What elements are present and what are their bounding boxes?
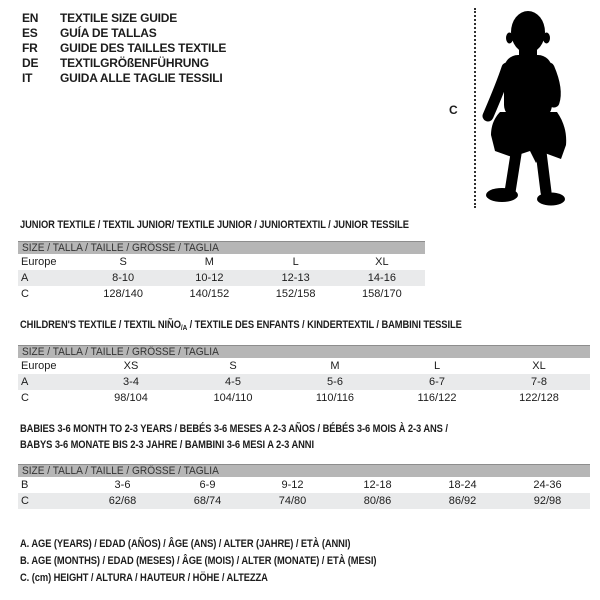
value-cell: 116/122 [417, 392, 457, 404]
language-code: ES [22, 25, 38, 40]
toddler-silhouette-image [478, 6, 594, 210]
row-label: C [21, 495, 29, 507]
value-cell: 7-8 [531, 376, 547, 388]
size-cell: XS [123, 360, 139, 372]
size-header-bar [18, 464, 590, 477]
footnote-b: B. AGE (MONTHS) / EDAD (MESES) / ÂGE (MOIS) / ALTER (MONATE) / ETÀ (MESI) [20, 555, 377, 567]
value-cell: 152/158 [275, 288, 316, 300]
babies-title-line2: BABYS 3-6 MONATE BIS 2-3 JAHRE / BAMBINI 3-6 MESI A 2-3 ANNI [20, 439, 314, 451]
height-dotted-line [474, 8, 476, 208]
language-title: TEXTILGRÖßENFÜHRUNG [60, 55, 209, 70]
size-header-label: SIZE / TALLA / TAILLE / GRÖSSE / TAGLIA [22, 242, 219, 254]
children-title-pre: CHILDREN'S TEXTILE / TEXTIL NIÑO [20, 319, 181, 331]
language-row [22, 55, 226, 70]
value-cell: 12-13 [281, 272, 310, 284]
value-cell: 5-6 [327, 376, 343, 388]
size-cell: XL [375, 256, 389, 268]
legend-footnotes [20, 536, 439, 587]
row-label: C [21, 392, 29, 404]
value-cell: 6-9 [199, 479, 216, 491]
language-code: FR [22, 40, 38, 55]
children-title-subscript: /A [180, 323, 188, 332]
table-row-height [18, 390, 590, 406]
language-title: GUIDE DES TAILLES TEXTILE [60, 40, 227, 55]
value-cell: 3-4 [123, 376, 139, 388]
row-label: B [21, 479, 29, 491]
table-row-age [18, 270, 425, 286]
table-row-age [18, 374, 590, 390]
value-cell: 12-18 [363, 479, 392, 491]
row-label: Europe [21, 256, 57, 268]
children-section-title [20, 317, 462, 336]
value-cell: 110/116 [315, 392, 355, 404]
language-row [22, 40, 226, 55]
value-cell: 68/74 [193, 495, 222, 507]
language-title: TEXTILE SIZE GUIDE [60, 10, 178, 25]
value-cell: 3-6 [114, 479, 131, 491]
value-cell: 140/152 [189, 288, 230, 300]
row-label: A [21, 272, 29, 284]
children-title-post: / TEXTILE DES ENFANTS / KINDERTEXTIL / BAMBINI TESSILE [187, 319, 462, 331]
children-size-table [18, 345, 590, 406]
value-cell: 8-10 [112, 272, 135, 284]
size-cell: L [433, 360, 441, 372]
value-cell: 9-12 [281, 479, 304, 491]
value-cell: 74/80 [278, 495, 307, 507]
size-cell: M [204, 256, 214, 268]
language-title: GUÍA DE TALLAS [60, 25, 157, 40]
value-cell: 18-24 [448, 479, 477, 491]
value-cell: 6-7 [429, 376, 445, 388]
table-row-europe [18, 358, 590, 374]
size-cell: S [119, 256, 127, 268]
table-row-age-months [18, 477, 590, 493]
value-cell: 10-12 [195, 272, 224, 284]
language-row [22, 25, 226, 40]
babies-title-line1: BABIES 3-6 MONTH TO 2-3 YEARS / BEBÉS 3-6 MESES A 2-3 AÑOS / BÉBÉS 3-6 MOIS À 2-3 ANS / [20, 423, 448, 435]
height-measure-label: C [449, 103, 458, 117]
language-row [22, 70, 226, 85]
babies-size-table [18, 464, 590, 509]
size-cell: L [292, 256, 299, 268]
size-header-bar [18, 345, 590, 358]
value-cell: 122/128 [519, 392, 559, 404]
junior-section-title: JUNIOR TEXTILE / TEXTIL JUNIOR/ TEXTILE JUNIOR / JUNIORTEXTIL / JUNIOR TESSILE [20, 219, 409, 231]
value-cell: 4-5 [225, 376, 241, 388]
junior-size-table [18, 241, 425, 302]
language-code: IT [22, 70, 33, 85]
size-cell: M [330, 360, 340, 372]
value-cell: 14-16 [367, 272, 396, 284]
size-cell: XL [532, 360, 546, 372]
value-cell: 80/86 [363, 495, 392, 507]
babies-section-title [20, 421, 448, 453]
language-row [22, 10, 226, 25]
language-code: DE [22, 55, 39, 70]
table-row-europe [18, 254, 425, 270]
footnote-a: A. AGE (YEARS) / EDAD (AÑOS) / ÂGE (ANS) / ALTER (JAHRE) / ETÀ (ANNI) [20, 538, 351, 550]
size-header-label: SIZE / TALLA / TAILLE / GRÖSSE / TAGLIA [22, 346, 219, 358]
size-cell: S [229, 360, 237, 372]
table-row-height [18, 493, 590, 509]
value-cell: 98/104 [114, 392, 148, 404]
value-cell: 128/140 [103, 288, 143, 300]
row-label: A [21, 376, 29, 388]
value-cell: 62/68 [108, 495, 137, 507]
row-label: C [21, 288, 29, 300]
value-cell: 92/98 [533, 495, 562, 507]
value-cell: 24-36 [533, 479, 562, 491]
language-title: GUIDA ALLE TAGLIE TESSILI [60, 70, 223, 85]
value-cell: 86/92 [448, 495, 477, 507]
footnote-c: C. (cm) HEIGHT / ALTURA / HAUTEUR / HÖHE / ALTEZZA [20, 572, 268, 584]
language-code: EN [22, 10, 39, 25]
table-row-height [18, 286, 425, 302]
value-cell: 158/170 [361, 288, 402, 300]
size-header-bar [18, 241, 425, 254]
size-header-label: SIZE / TALLA / TAILLE / GRÖSSE / TAGLIA [22, 465, 219, 477]
language-title-list [22, 10, 226, 85]
row-label: Europe [21, 360, 57, 372]
value-cell: 104/110 [213, 392, 253, 404]
